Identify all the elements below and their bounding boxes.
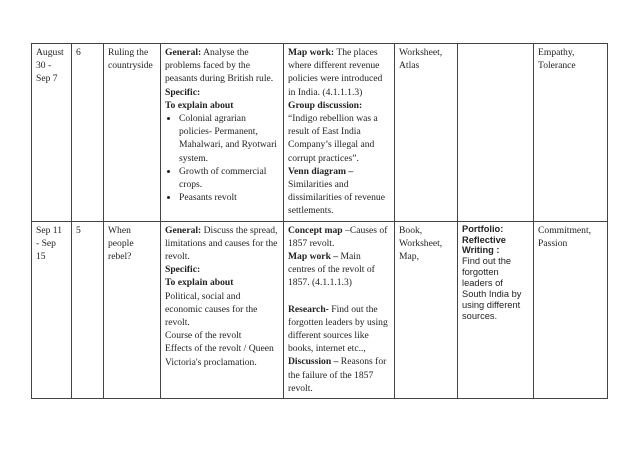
objective-line: Effects of the revolt / Queen Victoria's proclamation. (165, 343, 274, 368)
activities-cell (284, 221, 395, 398)
list-item: • Colonial agrarian policies- Permanent, Mahalwari, and Ryotwari system. (179, 112, 279, 165)
map-work-text: The places where different revenue policies were introduced in India. (4.1.1.1.3) (288, 47, 383, 98)
objective-line: Political, social and economic causes for the revolt. (165, 290, 258, 329)
resources-cell: Worksheet, Atlas (395, 44, 458, 222)
general-label: General: (165, 47, 202, 58)
objectives-cell (161, 44, 284, 222)
periods-cell: 5 (72, 221, 104, 398)
discussion-text: Reasons for the failure of the 1857 revolt. (288, 356, 387, 394)
specific-label: Specific: (165, 264, 201, 276)
explain-label: To explain about (165, 277, 234, 289)
specific-label: Specific: (165, 86, 201, 98)
values-cell: Empathy, Tolerance (534, 44, 608, 222)
topic-cell: When people rebel? (104, 221, 161, 398)
objectives-list (165, 112, 279, 204)
general-text: Analyse the problems faced by the peasants during British rule. (165, 47, 274, 85)
assessment-cell (458, 44, 534, 222)
research-label: Research- (288, 303, 329, 315)
table-row (32, 221, 608, 398)
date-cell: Sep 11 - Sep 15 (32, 221, 72, 398)
date-cell: August 30 - Sep 7 (32, 44, 72, 222)
reflective-writing-label: Reflective Writing : (462, 234, 506, 256)
list-item: • Growth of commercial crops. (179, 165, 279, 191)
resources-cell: Book, Worksheet, Map, (395, 221, 458, 398)
lesson-plan-table (31, 43, 608, 399)
topic-cell: Ruling the countryside (104, 44, 161, 222)
map-work-label: Map work: (288, 47, 335, 58)
activities-cell (284, 44, 395, 222)
map-work-text: Main centres of the revolt of 1857. (4.1.1.1.3) (288, 251, 375, 289)
venn-diagram-label: Venn diagram – (288, 165, 354, 177)
table-row (32, 44, 608, 222)
periods-cell: 6 (72, 44, 104, 222)
assessment-text: Find out the forgotten leaders of South India by using different sources. (462, 256, 522, 321)
discussion-label: Discussion – (288, 356, 339, 368)
list-item: • Peasants revolt (179, 191, 279, 204)
explain-label: To explain about (165, 99, 234, 111)
map-work-label: Map work – (288, 251, 339, 263)
objectives-cell (161, 221, 284, 398)
general-label: General: (165, 224, 202, 236)
portfolio-label: Portfolio: (462, 223, 504, 234)
objective-line: Course of the revolt (165, 330, 242, 342)
group-discussion-label: Group discussion: (288, 99, 363, 111)
research-text: Find out the forgotten leaders by using different sources like books, internet etc.., (288, 303, 388, 355)
venn-diagram-text: Similarities and dissimilarities of revenue settlements. (288, 179, 385, 217)
values-cell: Commitment, Passion (534, 221, 608, 398)
spacer (288, 290, 390, 303)
assessment-cell (458, 221, 534, 398)
group-discussion-text: “Indigo rebellion was a result of East India Company’s illegal and corrupt practices”. (288, 113, 378, 164)
concept-map-text: –Causes of 1857 revolt. (288, 224, 388, 249)
concept-map-label: Concept map (288, 224, 343, 236)
general-text: Discuss the spread, limitations and causes for the revolt. (165, 224, 278, 263)
